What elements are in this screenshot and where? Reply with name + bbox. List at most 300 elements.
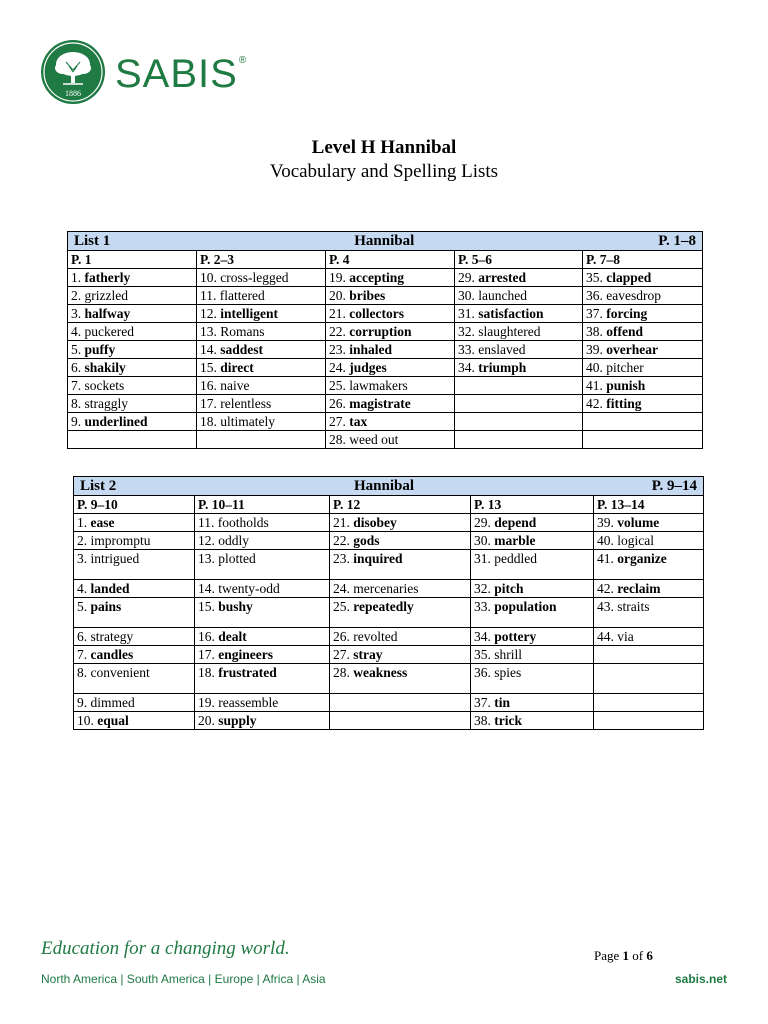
vocabulary-word: ease xyxy=(90,515,115,530)
word-cell xyxy=(197,269,326,287)
word-number: 28. xyxy=(333,665,350,680)
word-cell xyxy=(68,305,197,323)
word-number: 20. xyxy=(198,713,215,728)
table-row xyxy=(68,377,703,395)
word-cell xyxy=(326,323,455,341)
word-number: 27. xyxy=(329,414,346,429)
vocabulary-word: sockets xyxy=(84,378,125,393)
footer-regions: North America | South America | Europe | Africa | Asia xyxy=(41,972,326,986)
vocabulary-word: eavesdrop xyxy=(606,288,661,303)
table-row xyxy=(68,341,703,359)
word-cell xyxy=(330,664,471,694)
word-number: 4. xyxy=(77,581,88,596)
vocabulary-word: via xyxy=(617,629,634,644)
word-cell xyxy=(594,712,704,730)
document-title: Level H Hannibal xyxy=(311,137,457,158)
column-header: P. 5–6 xyxy=(455,251,583,269)
word-cell xyxy=(455,287,583,305)
word-number: 11. xyxy=(198,515,215,530)
word-number: 15. xyxy=(200,360,217,375)
table-row xyxy=(74,550,704,580)
word-number: 38. xyxy=(474,713,491,728)
word-cell xyxy=(330,514,471,532)
word-cell xyxy=(326,269,455,287)
vocabulary-word: strategy xyxy=(90,629,134,644)
word-cell xyxy=(195,598,330,628)
word-cell xyxy=(74,532,195,550)
vocabulary-word: overhear xyxy=(606,342,658,357)
vocabulary-word: fitting xyxy=(606,396,642,411)
word-cell xyxy=(594,514,704,532)
word-cell xyxy=(330,646,471,664)
word-number: 38. xyxy=(586,324,603,339)
vocabulary-word: slaughtered xyxy=(478,324,541,339)
page-number xyxy=(594,948,653,964)
vocabulary-word: tin xyxy=(494,695,511,710)
word-number: 34. xyxy=(458,360,475,375)
word-number: 33. xyxy=(458,342,475,357)
word-number: 16. xyxy=(200,378,217,393)
word-number: 26. xyxy=(333,629,350,644)
word-cell xyxy=(471,694,594,712)
word-number: 14. xyxy=(200,342,217,357)
word-cell xyxy=(330,580,471,598)
vocabulary-word: puckered xyxy=(84,324,134,339)
word-cell xyxy=(326,413,455,431)
vocabulary-word: frustrated xyxy=(218,665,277,680)
word-number: 31. xyxy=(474,551,491,566)
page-total: 6 xyxy=(646,948,653,963)
word-cell xyxy=(326,305,455,323)
table-row xyxy=(74,598,704,628)
word-number: 22. xyxy=(333,533,350,548)
word-number: 11. xyxy=(200,288,217,303)
word-number: 36. xyxy=(474,665,491,680)
word-number: 18. xyxy=(198,665,215,680)
vocabulary-word: footholds xyxy=(217,515,269,530)
word-cell xyxy=(197,395,326,413)
vocabulary-word: plotted xyxy=(218,551,256,566)
vocabulary-word: supply xyxy=(218,713,257,728)
word-cell xyxy=(455,341,583,359)
vocabulary-word: pitch xyxy=(494,581,524,596)
word-number: 1. xyxy=(77,515,88,530)
word-cell xyxy=(594,598,704,628)
word-number: 19. xyxy=(198,695,215,710)
word-number: 24. xyxy=(333,581,350,596)
vocabulary-word: inquired xyxy=(353,551,403,566)
vocabulary-word: intrigued xyxy=(90,551,140,566)
table-row xyxy=(74,712,704,730)
word-cell xyxy=(197,287,326,305)
word-cell xyxy=(68,431,197,449)
word-cell xyxy=(74,628,195,646)
column-header-row xyxy=(68,251,703,269)
list-header xyxy=(80,477,697,495)
vocabulary-word: oddly xyxy=(218,533,250,548)
list-name: List 1 xyxy=(74,233,111,249)
word-number: 13. xyxy=(200,324,217,339)
word-number: 29. xyxy=(474,515,491,530)
table-row xyxy=(74,628,704,646)
vocabulary-word: fatherly xyxy=(84,270,131,285)
word-number: 40. xyxy=(597,533,614,548)
vocabulary-word: cross-legged xyxy=(220,270,289,285)
word-cell xyxy=(583,269,703,287)
word-number: 37. xyxy=(474,695,491,710)
word-cell xyxy=(594,580,704,598)
word-number: 7. xyxy=(71,378,82,393)
word-cell xyxy=(195,580,330,598)
word-cell xyxy=(74,712,195,730)
footer-tagline: Education for a changing world. xyxy=(41,938,290,959)
word-number: 12. xyxy=(200,306,217,321)
word-cell xyxy=(326,341,455,359)
word-number: 10. xyxy=(77,713,94,728)
word-number: 3. xyxy=(77,551,88,566)
column-header: P. 13–14 xyxy=(594,496,704,514)
word-number: 32. xyxy=(474,581,491,596)
word-number: 40. xyxy=(586,360,603,375)
column-header: P. 4 xyxy=(326,251,455,269)
list-book: Hannibal xyxy=(354,478,415,494)
word-number: 19. xyxy=(329,270,346,285)
word-number: 9. xyxy=(77,695,88,710)
table-row xyxy=(68,305,703,323)
list-header-cell xyxy=(68,232,703,251)
word-cell xyxy=(455,377,583,395)
list-name: List 2 xyxy=(80,478,117,494)
word-cell xyxy=(471,598,594,628)
word-cell xyxy=(74,646,195,664)
registered-mark: ® xyxy=(238,55,248,66)
list-header xyxy=(74,232,696,250)
vocabulary-word: pitcher xyxy=(606,360,644,375)
word-number: 42. xyxy=(586,396,603,411)
word-number: 2. xyxy=(77,533,88,548)
table-row xyxy=(68,413,703,431)
word-cell xyxy=(471,514,594,532)
table-row xyxy=(74,514,704,532)
vocabulary-word: accepting xyxy=(349,270,404,285)
word-number: 43. xyxy=(597,599,614,614)
word-cell xyxy=(583,413,703,431)
word-number: 8. xyxy=(77,665,88,680)
word-number: 2. xyxy=(71,288,82,303)
word-number: 42. xyxy=(597,581,614,596)
vocabulary-word: intelligent xyxy=(220,306,278,321)
column-header: P. 7–8 xyxy=(583,251,703,269)
word-cell xyxy=(455,431,583,449)
vocabulary-word: dealt xyxy=(218,629,247,644)
logo-wordmark xyxy=(115,54,247,94)
vocabulary-word: depend xyxy=(494,515,537,530)
word-cell xyxy=(594,550,704,580)
page-of: of xyxy=(632,948,644,963)
word-cell xyxy=(195,532,330,550)
vocabulary-word: impromptu xyxy=(90,533,151,548)
word-cell xyxy=(455,359,583,377)
word-cell xyxy=(68,377,197,395)
vocabulary-word: saddest xyxy=(220,342,264,357)
vocabulary-word: weakness xyxy=(353,665,408,680)
table-row xyxy=(68,323,703,341)
vocabulary-word: judges xyxy=(349,360,387,375)
word-cell xyxy=(195,664,330,694)
word-number: 32. xyxy=(458,324,475,339)
vocabulary-word: lawmakers xyxy=(349,378,408,393)
word-cell xyxy=(68,323,197,341)
word-number: 17. xyxy=(198,647,215,662)
word-number: 7. xyxy=(77,647,88,662)
word-cell xyxy=(455,323,583,341)
page-current: 1 xyxy=(622,948,630,963)
word-cell xyxy=(197,377,326,395)
vocabulary-word: collectors xyxy=(349,306,404,321)
word-cell xyxy=(594,628,704,646)
vocabulary-word: naive xyxy=(220,378,250,393)
word-cell xyxy=(583,323,703,341)
vocabulary-word: puffy xyxy=(84,342,116,357)
vocabulary-word: volume xyxy=(617,515,660,530)
word-cell xyxy=(583,305,703,323)
word-cell xyxy=(68,359,197,377)
word-number: 5. xyxy=(77,599,88,614)
table-row xyxy=(74,664,704,694)
word-cell xyxy=(195,694,330,712)
word-number: 41. xyxy=(586,378,603,393)
vocabulary-word: pottery xyxy=(494,629,537,644)
vocabulary-word: organize xyxy=(617,551,667,566)
word-number: 35. xyxy=(474,647,491,662)
word-cell xyxy=(195,550,330,580)
vocabulary-table-list-2 xyxy=(73,476,704,730)
word-number: 23. xyxy=(329,342,346,357)
word-number: 6. xyxy=(71,360,82,375)
vocabulary-word: bushy xyxy=(218,599,253,614)
table-row xyxy=(68,359,703,377)
word-number: 39. xyxy=(597,515,614,530)
word-number: 17. xyxy=(200,396,217,411)
vocabulary-word: corruption xyxy=(349,324,412,339)
vocabulary-word: logical xyxy=(617,533,654,548)
word-number: 21. xyxy=(333,515,350,530)
column-header: P. 2–3 xyxy=(197,251,326,269)
word-number: 14. xyxy=(198,581,215,596)
tree-seal-icon xyxy=(41,40,105,104)
vocabulary-word: gods xyxy=(353,533,380,548)
word-number: 25. xyxy=(329,378,346,393)
word-number: 34. xyxy=(474,629,491,644)
word-cell xyxy=(330,694,471,712)
word-cell xyxy=(195,712,330,730)
word-number: 18. xyxy=(200,414,217,429)
document-subtitle: Vocabulary and Spelling Lists xyxy=(269,161,499,182)
word-cell xyxy=(68,413,197,431)
word-number: 15. xyxy=(198,599,215,614)
vocabulary-word: candles xyxy=(90,647,134,662)
word-cell xyxy=(583,377,703,395)
word-cell xyxy=(197,305,326,323)
word-number: 10. xyxy=(200,270,217,285)
list-header-cell xyxy=(74,477,704,496)
vocabulary-word: relentless xyxy=(220,396,272,411)
word-number: 1. xyxy=(71,270,82,285)
vocabulary-word: population xyxy=(494,599,557,614)
word-cell xyxy=(326,377,455,395)
word-cell xyxy=(583,359,703,377)
word-cell xyxy=(583,431,703,449)
word-cell xyxy=(455,305,583,323)
word-cell xyxy=(471,550,594,580)
word-cell xyxy=(74,664,195,694)
word-cell xyxy=(326,431,455,449)
word-cell xyxy=(195,514,330,532)
vocabulary-word: disobey xyxy=(353,515,397,530)
vocabulary-word: punish xyxy=(606,378,646,393)
word-cell xyxy=(197,413,326,431)
table-row xyxy=(74,694,704,712)
list-header-row xyxy=(68,232,703,251)
word-cell xyxy=(455,269,583,287)
word-cell xyxy=(583,395,703,413)
word-cell xyxy=(326,395,455,413)
word-cell xyxy=(326,359,455,377)
vocabulary-word: revolted xyxy=(353,629,398,644)
word-cell xyxy=(330,712,471,730)
word-number: 24. xyxy=(329,360,346,375)
word-cell xyxy=(471,580,594,598)
footer-website: sabis.net xyxy=(674,972,727,986)
vocabulary-word: reclaim xyxy=(617,581,661,596)
word-cell xyxy=(68,341,197,359)
word-cell xyxy=(455,413,583,431)
vocabulary-word: ultimately xyxy=(220,414,275,429)
word-cell xyxy=(594,532,704,550)
vocabulary-word: weed out xyxy=(349,432,399,447)
vocabulary-word: equal xyxy=(97,713,129,728)
list-header-row xyxy=(74,477,704,496)
vocabulary-word: dimmed xyxy=(90,695,135,710)
word-cell xyxy=(197,323,326,341)
word-number: 22. xyxy=(329,324,346,339)
column-header: P. 10–11 xyxy=(195,496,330,514)
logo-year: 1886 xyxy=(65,89,81,98)
word-cell xyxy=(583,341,703,359)
word-number: 39. xyxy=(586,342,603,357)
vocabulary-word: grizzled xyxy=(84,288,128,303)
word-number: 21. xyxy=(329,306,346,321)
vocabulary-word: peddled xyxy=(494,551,537,566)
vocabulary-word: forcing xyxy=(606,306,648,321)
word-cell xyxy=(330,628,471,646)
vocabulary-word: reassemble xyxy=(218,695,279,710)
word-number: 33. xyxy=(474,599,491,614)
word-cell xyxy=(471,712,594,730)
vocabulary-word: bribes xyxy=(349,288,386,303)
vocabulary-word: twenty-odd xyxy=(218,581,280,596)
vocabulary-word: enslaved xyxy=(478,342,526,357)
vocabulary-word: underlined xyxy=(84,414,148,429)
word-cell xyxy=(330,550,471,580)
vocabulary-word: halfway xyxy=(84,306,131,321)
vocabulary-word: shrill xyxy=(494,647,523,662)
table-row xyxy=(68,269,703,287)
vocabulary-word: inhaled xyxy=(349,342,393,357)
column-header: P. 12 xyxy=(330,496,471,514)
word-number: 35. xyxy=(586,270,603,285)
word-cell xyxy=(330,532,471,550)
word-cell xyxy=(74,514,195,532)
word-cell xyxy=(455,395,583,413)
column-header: P. 13 xyxy=(471,496,594,514)
vocabulary-word: satisfaction xyxy=(478,306,544,321)
table-row xyxy=(74,646,704,664)
vocabulary-word: triumph xyxy=(478,360,527,375)
word-number: 23. xyxy=(333,551,350,566)
title-block xyxy=(0,136,768,184)
column-header-row xyxy=(74,496,704,514)
vocabulary-word: mercenaries xyxy=(353,581,419,596)
vocabulary-word: trick xyxy=(494,713,522,728)
word-number: 27. xyxy=(333,647,350,662)
word-number: 16. xyxy=(198,629,215,644)
word-cell xyxy=(594,646,704,664)
word-cell xyxy=(74,580,195,598)
word-number: 30. xyxy=(458,288,475,303)
word-number: 9. xyxy=(71,414,82,429)
word-number: 5. xyxy=(71,342,82,357)
word-cell xyxy=(197,431,326,449)
word-cell xyxy=(594,694,704,712)
word-number: 28. xyxy=(329,432,346,447)
word-cell xyxy=(471,532,594,550)
word-cell xyxy=(68,287,197,305)
column-header: P. 1 xyxy=(68,251,197,269)
table-row xyxy=(74,580,704,598)
sabis-logo xyxy=(41,40,247,104)
vocabulary-word: direct xyxy=(220,360,254,375)
word-cell xyxy=(471,664,594,694)
vocabulary-word: repeatedly xyxy=(353,599,414,614)
table-row xyxy=(68,287,703,305)
list-book: Hannibal xyxy=(354,233,415,249)
vocabulary-word: marble xyxy=(494,533,536,548)
table-row xyxy=(68,431,703,449)
word-number: 44. xyxy=(597,629,614,644)
table-row xyxy=(74,532,704,550)
vocabulary-word: arrested xyxy=(478,270,526,285)
vocabulary-word: landed xyxy=(90,581,130,596)
list-pages: P. 1–8 xyxy=(658,233,697,249)
page-label: Page xyxy=(594,948,620,963)
word-cell xyxy=(594,664,704,694)
word-number: 4. xyxy=(71,324,82,339)
vocabulary-word: Romans xyxy=(220,324,265,339)
vocabulary-table-list-1 xyxy=(67,231,703,449)
word-cell xyxy=(197,359,326,377)
word-cell xyxy=(326,287,455,305)
word-number: 30. xyxy=(474,533,491,548)
word-cell xyxy=(195,628,330,646)
vocabulary-word: straits xyxy=(617,599,650,614)
column-header: P. 9–10 xyxy=(74,496,195,514)
word-number: 26. xyxy=(329,396,346,411)
word-number: 25. xyxy=(333,599,350,614)
word-cell xyxy=(74,550,195,580)
list-pages: P. 9–14 xyxy=(651,478,698,494)
logo-text: SABIS xyxy=(115,52,238,96)
